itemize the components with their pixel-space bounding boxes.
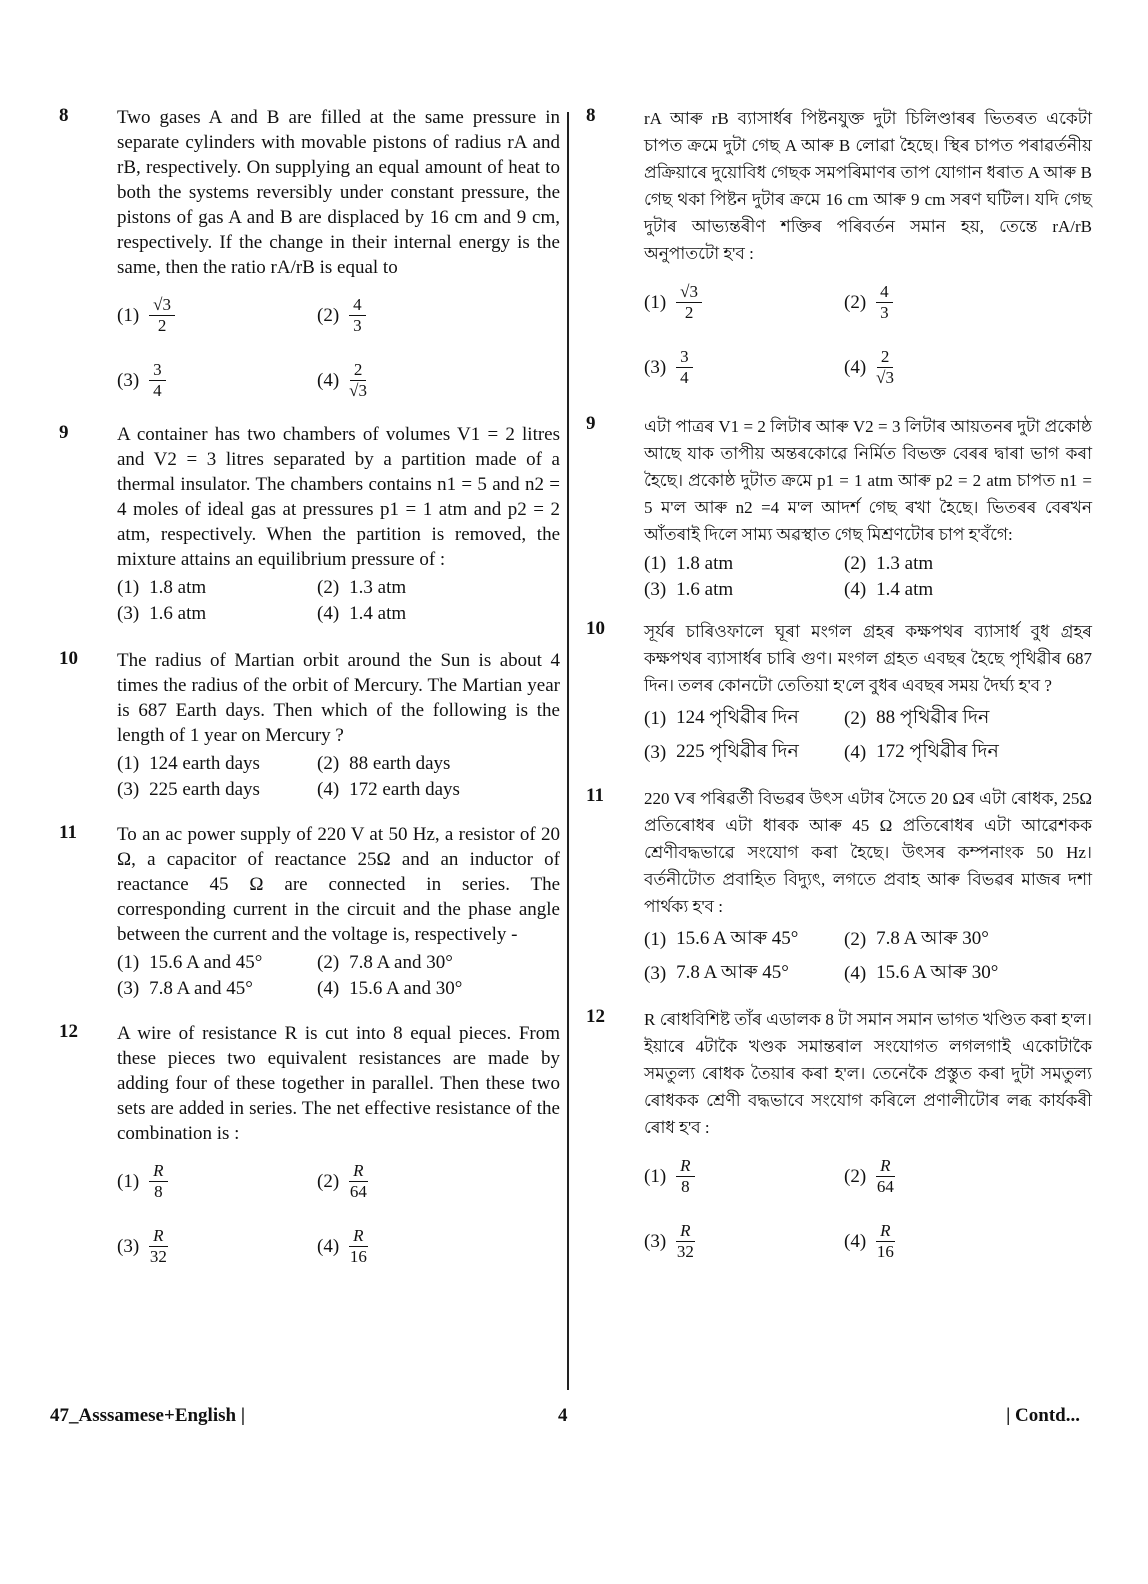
option-text: 15.6 A and 30° bbox=[349, 978, 463, 999]
option-text: 124 earth days bbox=[149, 753, 260, 774]
fraction-denominator: 2 bbox=[157, 316, 167, 335]
option-fraction bbox=[876, 282, 893, 323]
option-text: 7.8 A and 45° bbox=[149, 978, 253, 999]
question-text: R ৰোধবিশিষ্ট তাঁৰ এডালক 8 টা সমান সমান ভাগত খণ্ডিত কৰা হ'ল। ইয়াৰে 4টাকৈ খণ্ডক সমান্তৰাল সংযোগত লগলগাই একোটাকৈ সমতুল্য ৰোধক তৈয়াৰ কৰা হ'ল। তেনেকৈ প্ৰস্তুত কৰা দুটা সমতুল্য ৰোধকক শ্ৰেণী বদ্ধভাবে সংযোগ কৰিলে প্ৰণালীটোৰ লব্ধ কাৰ্যকৰী ৰোধ হ'ব : bbox=[644, 1010, 1092, 1137]
option-text: 1.6 atm bbox=[149, 603, 207, 624]
option-text: 225 earth days bbox=[149, 779, 260, 800]
option-1[interactable] bbox=[644, 1149, 844, 1204]
option-1[interactable] bbox=[644, 552, 844, 576]
question-text: Two gases A and B are filled at the same pressure in separate cylinders with movable pistons of radius rA and rB, respectively. On supplying an equal amount of heat to both the systems reversibly under constant pressure, the pistons of gas A and B are displaced by 16 cm and 9 cm, respectively. If the change in their internal energy is the same, then the ratio rA/rB is equal to bbox=[117, 107, 560, 278]
option-label: (3) bbox=[117, 1235, 140, 1257]
english-column bbox=[55, 105, 560, 1286]
option-label: (3) bbox=[117, 779, 140, 800]
fraction-numerator: √3 bbox=[676, 282, 702, 303]
option-label: (4) bbox=[317, 603, 340, 624]
option-4[interactable] bbox=[844, 958, 1084, 990]
option-label: (1) bbox=[644, 1165, 667, 1187]
option-fraction bbox=[876, 1221, 894, 1262]
answer-options bbox=[117, 288, 560, 408]
answer-options bbox=[117, 752, 560, 802]
option-2[interactable] bbox=[317, 1154, 557, 1209]
option-text: 172 পৃথিৱীৰ দিন bbox=[876, 741, 999, 762]
option-2[interactable] bbox=[317, 576, 557, 600]
option-label: (3) bbox=[644, 579, 667, 600]
option-label: (4) bbox=[844, 742, 867, 763]
option-label: (3) bbox=[644, 742, 667, 763]
option-fraction bbox=[349, 295, 366, 336]
option-label: (3) bbox=[644, 963, 667, 984]
option-4[interactable] bbox=[317, 977, 557, 1001]
option-1[interactable] bbox=[117, 288, 317, 343]
option-2[interactable] bbox=[317, 288, 557, 343]
option-3[interactable] bbox=[644, 737, 844, 769]
option-label: (3) bbox=[117, 978, 140, 999]
option-3[interactable] bbox=[117, 353, 317, 408]
fraction-numerator: 2 bbox=[350, 360, 367, 381]
question-number: 9 bbox=[586, 413, 596, 434]
question-text: সূৰ্যৰ চাৰিওফালে ঘূৰা মংগল গ্ৰহৰ কক্ষপথৰ ব্যাসাৰ্ধ বুধ গ্ৰহৰ কক্ষপথৰ ব্যাসাৰ্ধৰ চাৰি গুণ। মংগল গ্ৰহত এবছৰ হৈছে পৃথিৱীৰ 687 দিন। তলৰ কোনটো তেতিয়া হ'লে বুধৰ এবছৰ সময় দৈৰ্ঘ্য হ'ব ? bbox=[644, 622, 1092, 695]
question-number: 12 bbox=[586, 1006, 605, 1027]
option-4[interactable] bbox=[317, 602, 557, 626]
option-label: (3) bbox=[117, 603, 140, 624]
fraction-denominator: 32 bbox=[676, 1242, 694, 1261]
option-text: 1.4 atm bbox=[349, 603, 407, 624]
fraction-numerator: R bbox=[349, 1226, 367, 1247]
question-text: A wire of resistance R is cut into 8 equal pieces. From these pieces two equivalent resistances are made by adding four of these together in parallel. Then these two sets are added in series. The net effective resistance of the combination is : bbox=[117, 1023, 560, 1144]
option-fraction bbox=[349, 1226, 367, 1267]
option-3[interactable] bbox=[117, 602, 317, 626]
option-3[interactable] bbox=[117, 977, 317, 1001]
option-label: (2) bbox=[844, 553, 867, 574]
option-text: 7.8 A and 30° bbox=[349, 952, 453, 973]
option-label: (2) bbox=[844, 1165, 867, 1187]
footer-paper-code: 47_Asssamese+English | bbox=[50, 1405, 246, 1426]
answer-options bbox=[117, 576, 560, 626]
option-label: (1) bbox=[644, 708, 667, 729]
fraction-numerator: 3 bbox=[676, 347, 693, 368]
option-text: 88 earth days bbox=[349, 753, 451, 774]
option-label: (3) bbox=[117, 369, 140, 391]
option-fraction bbox=[349, 1161, 367, 1202]
question-text: To an ac power supply of 220 V at 50 Hz, a resistor of 20 Ω, a capacitor of reactance 25Ω and an inductor of reactance 45 Ω are connected in series. The corresponding current in the circuit and the phase angle between the current and the voltage is, respectively - bbox=[117, 824, 560, 945]
option-text: 88 পৃথিৱীৰ দিন bbox=[876, 707, 990, 728]
option-label: (1) bbox=[117, 577, 140, 598]
option-label: (2) bbox=[317, 1170, 340, 1192]
option-text: 1.3 atm bbox=[349, 577, 407, 598]
question-9 bbox=[55, 422, 560, 626]
option-label: (1) bbox=[644, 291, 667, 313]
option-label: (1) bbox=[117, 952, 140, 973]
footer-contd: | Contd... bbox=[1006, 1405, 1080, 1426]
option-label: (4) bbox=[844, 963, 867, 984]
question-number: 10 bbox=[586, 618, 605, 639]
option-3[interactable] bbox=[117, 778, 317, 802]
page-number: 4 bbox=[558, 1405, 568, 1426]
option-1[interactable] bbox=[644, 703, 844, 735]
option-4[interactable] bbox=[317, 778, 557, 802]
option-1[interactable] bbox=[117, 1154, 317, 1209]
option-label: (2) bbox=[317, 577, 340, 598]
question-11 bbox=[55, 822, 560, 1001]
fraction-denominator: 64 bbox=[876, 1177, 894, 1196]
option-fraction bbox=[876, 347, 894, 388]
question-8 bbox=[55, 105, 560, 408]
question-9 bbox=[582, 413, 1092, 602]
option-4[interactable] bbox=[844, 340, 1084, 395]
option-label: (3) bbox=[644, 356, 667, 378]
question-number: 11 bbox=[586, 785, 604, 806]
option-label: (4) bbox=[844, 579, 867, 600]
fraction-numerator: 4 bbox=[876, 282, 893, 303]
option-text: 15.6 A আৰু 45° bbox=[676, 928, 799, 949]
fraction-denominator: 64 bbox=[349, 1182, 367, 1201]
question-number: 8 bbox=[586, 105, 596, 126]
fraction-denominator: 2 bbox=[684, 303, 694, 322]
fraction-numerator: 4 bbox=[349, 295, 366, 316]
answer-options bbox=[644, 924, 1092, 990]
option-2[interactable] bbox=[844, 552, 1084, 576]
option-text: 1.4 atm bbox=[876, 579, 934, 600]
option-text: 1.3 atm bbox=[876, 553, 934, 574]
fraction-numerator: 2 bbox=[877, 347, 894, 368]
fraction-numerator: R bbox=[349, 1161, 367, 1182]
option-2[interactable] bbox=[844, 1149, 1084, 1204]
answer-options bbox=[117, 1154, 560, 1274]
question-10 bbox=[55, 648, 560, 802]
option-3[interactable] bbox=[117, 1219, 317, 1274]
fraction-numerator: R bbox=[149, 1226, 167, 1247]
fraction-denominator: 4 bbox=[153, 381, 162, 400]
question-11 bbox=[582, 785, 1092, 990]
option-2[interactable] bbox=[844, 703, 1084, 735]
option-text: 172 earth days bbox=[349, 779, 460, 800]
question-number: 8 bbox=[59, 105, 69, 126]
question-text: A container has two chambers of volumes V1 = 2 litres and V2 = 3 litres separated by a partition made of a thermal insulator. The chambers contains n1 = 5 and n2 = 4 moles of ideal gas at pressures p1 = 1 atm and p2 = 2 atm, respectively. When the partition is removed, the mixture attains an equilibrium pressure of : bbox=[117, 424, 560, 570]
fraction-denominator: 3 bbox=[880, 303, 889, 322]
option-3[interactable] bbox=[644, 958, 844, 990]
option-label: (4) bbox=[844, 356, 867, 378]
fraction-numerator: R bbox=[876, 1156, 894, 1177]
option-1[interactable] bbox=[644, 924, 844, 956]
option-label: (4) bbox=[317, 1235, 340, 1257]
question-text: rA আৰু rB ব্যাসাৰ্ধৰ পিষ্টনযুক্ত দুটা চিলিণ্ডাৰৰ ভিতৰত একেটা চাপত ক্ৰমে দুটা গেছ A আৰু B লোৱা হৈছে। স্থিৰ চাপত পৰাৱৰ্তনীয় প্ৰক্ৰিয়াৰে দুয়োবিধ গেছক সমপৰিমাণৰ তাপ যোগান ধৰাত A আৰু B গেছ থকা পিষ্টন দুটাৰ ক্ৰমে 16 cm আৰু 9 cm সৰণ ঘটিল। যদি গেছ দুটাৰ আভ্যন্তৰীণ শক্তিৰ পৰিবৰ্তন সমান হয়, তেন্তে rA/rB অনুপাতটো হ'ব : bbox=[644, 109, 1092, 263]
fraction-denominator: 3 bbox=[353, 316, 362, 335]
option-fraction bbox=[676, 1221, 694, 1262]
assamese-column bbox=[582, 105, 1092, 1281]
fraction-denominator: √3 bbox=[349, 381, 367, 400]
option-1[interactable] bbox=[117, 576, 317, 600]
option-label: (2) bbox=[317, 753, 340, 774]
fraction-numerator: 3 bbox=[149, 360, 166, 381]
option-label: (1) bbox=[117, 753, 140, 774]
option-1[interactable] bbox=[117, 951, 317, 975]
fraction-denominator: √3 bbox=[876, 368, 894, 387]
option-2[interactable] bbox=[317, 951, 557, 975]
fraction-denominator: 8 bbox=[154, 1182, 163, 1201]
option-fraction bbox=[149, 295, 175, 336]
fraction-denominator: 4 bbox=[680, 368, 689, 387]
fraction-denominator: 16 bbox=[349, 1247, 367, 1266]
option-label: (2) bbox=[317, 952, 340, 973]
option-text: 15.6 A আৰু 30° bbox=[876, 962, 999, 983]
option-label: (4) bbox=[317, 779, 340, 800]
column-divider bbox=[567, 112, 569, 1390]
option-label: (2) bbox=[317, 304, 340, 326]
fraction-numerator: √3 bbox=[149, 295, 175, 316]
option-text: 7.8 A আৰু 45° bbox=[676, 962, 789, 983]
option-text: 225 পৃথিৱীৰ দিন bbox=[676, 741, 799, 762]
answer-options bbox=[644, 552, 1092, 602]
question-number: 10 bbox=[59, 648, 78, 669]
option-label: (4) bbox=[317, 369, 340, 391]
question-8 bbox=[582, 105, 1092, 395]
option-text: 1.6 atm bbox=[676, 579, 734, 600]
option-fraction bbox=[876, 1156, 894, 1197]
fraction-numerator: R bbox=[676, 1156, 694, 1177]
option-label: (4) bbox=[317, 978, 340, 999]
option-label: (1) bbox=[644, 553, 667, 574]
question-number: 11 bbox=[59, 822, 77, 843]
option-2[interactable] bbox=[844, 275, 1084, 330]
question-number: 12 bbox=[59, 1021, 78, 1042]
fraction-denominator: 8 bbox=[681, 1177, 690, 1196]
option-fraction bbox=[676, 282, 702, 323]
option-fraction bbox=[676, 347, 693, 388]
option-3[interactable] bbox=[644, 578, 844, 602]
option-text: 1.8 atm bbox=[149, 577, 207, 598]
option-fraction bbox=[149, 1226, 167, 1267]
question-10 bbox=[582, 618, 1092, 769]
option-fraction bbox=[149, 1161, 167, 1202]
answer-options bbox=[644, 275, 1092, 395]
option-4[interactable] bbox=[317, 1219, 557, 1274]
option-label: (2) bbox=[844, 929, 867, 950]
question-text: The radius of Martian orbit around the Sun is about 4 times the radius of the orbit of Mercury. The Martian year is 687 Earth days. Then which of the following is the length of 1 year on Mercury ? bbox=[117, 650, 560, 746]
option-4[interactable] bbox=[844, 578, 1084, 602]
option-text: 1.8 atm bbox=[676, 553, 734, 574]
fraction-numerator: R bbox=[876, 1221, 894, 1242]
fraction-numerator: R bbox=[676, 1221, 694, 1242]
question-12 bbox=[55, 1021, 560, 1274]
page-footer bbox=[50, 1405, 1090, 1431]
option-4[interactable] bbox=[844, 737, 1084, 769]
question-12 bbox=[582, 1006, 1092, 1269]
option-1[interactable] bbox=[644, 275, 844, 330]
option-4[interactable] bbox=[317, 353, 557, 408]
question-number: 9 bbox=[59, 422, 69, 443]
fraction-denominator: 16 bbox=[876, 1242, 894, 1261]
option-label: (3) bbox=[644, 1230, 667, 1252]
option-label: (1) bbox=[644, 929, 667, 950]
option-fraction bbox=[349, 360, 367, 401]
option-text: 7.8 A আৰু 30° bbox=[876, 928, 989, 949]
option-4[interactable] bbox=[844, 1214, 1084, 1269]
question-text: এটা পাত্ৰৰ V1 = 2 লিটাৰ আৰু V2 = 3 লিটাৰ আয়তনৰ দুটা প্ৰকোষ্ঠ আছে যাক তাপীয় অন্তৰকোৱে নিৰ্মিত বিভক্ত বেৰৰ দ্বাৰা ভাগ কৰা হৈছে। প্ৰকোষ্ঠ দুটাত ক্ৰমে p1 = 1 atm আৰু p2 = 2 atm চাপত n1 = 5 ম'ল আৰু n2 =4 ম'ল আদৰ্শ গেছ ৰখা হৈছে। ভিতৰৰ বেৰখন আঁতৰাই দিলে সাম্য অৱস্থাত গেছ মিশ্ৰণটোৰ চাপ হ'বঁগে: bbox=[644, 417, 1092, 544]
option-fraction bbox=[149, 360, 166, 401]
fraction-numerator: R bbox=[149, 1161, 167, 1182]
question-text: 220 Vৰ পৰিৱৰ্তী বিভৱৰ উৎস এটাৰ সৈতে 20 Ωৰ এটা ৰোধক, 25Ω প্ৰতিৰোধৰ এটা ধাৰক আৰু 45 Ω প্ৰতিৰোধৰ এটা আৱেশকক শ্ৰেণীবদ্ধভাৱে সংযোগ কৰা হৈছে। উৎসৰ কম্পনাংক 50 Hz। বৰ্তনীটোত প্ৰবাহিত বিদ্যুৎ, লগতে প্ৰবাহ আৰু বিভৱৰ মাজৰ দশা পাৰ্থক্য হ'ব : bbox=[644, 789, 1092, 916]
option-2[interactable] bbox=[844, 924, 1084, 956]
option-label: (1) bbox=[117, 1170, 140, 1192]
option-2[interactable] bbox=[317, 752, 557, 776]
fraction-denominator: 32 bbox=[149, 1247, 167, 1266]
option-3[interactable] bbox=[644, 340, 844, 395]
answer-options bbox=[644, 703, 1092, 769]
option-3[interactable] bbox=[644, 1214, 844, 1269]
option-1[interactable] bbox=[117, 752, 317, 776]
answer-options bbox=[644, 1149, 1092, 1269]
option-text: 15.6 A and 45° bbox=[149, 952, 263, 973]
option-label: (1) bbox=[117, 304, 140, 326]
option-label: (2) bbox=[844, 708, 867, 729]
option-fraction bbox=[676, 1156, 694, 1197]
option-text: 124 পৃথিৱীৰ দিন bbox=[676, 707, 799, 728]
option-label: (2) bbox=[844, 291, 867, 313]
answer-options bbox=[117, 951, 560, 1001]
option-label: (4) bbox=[844, 1230, 867, 1252]
